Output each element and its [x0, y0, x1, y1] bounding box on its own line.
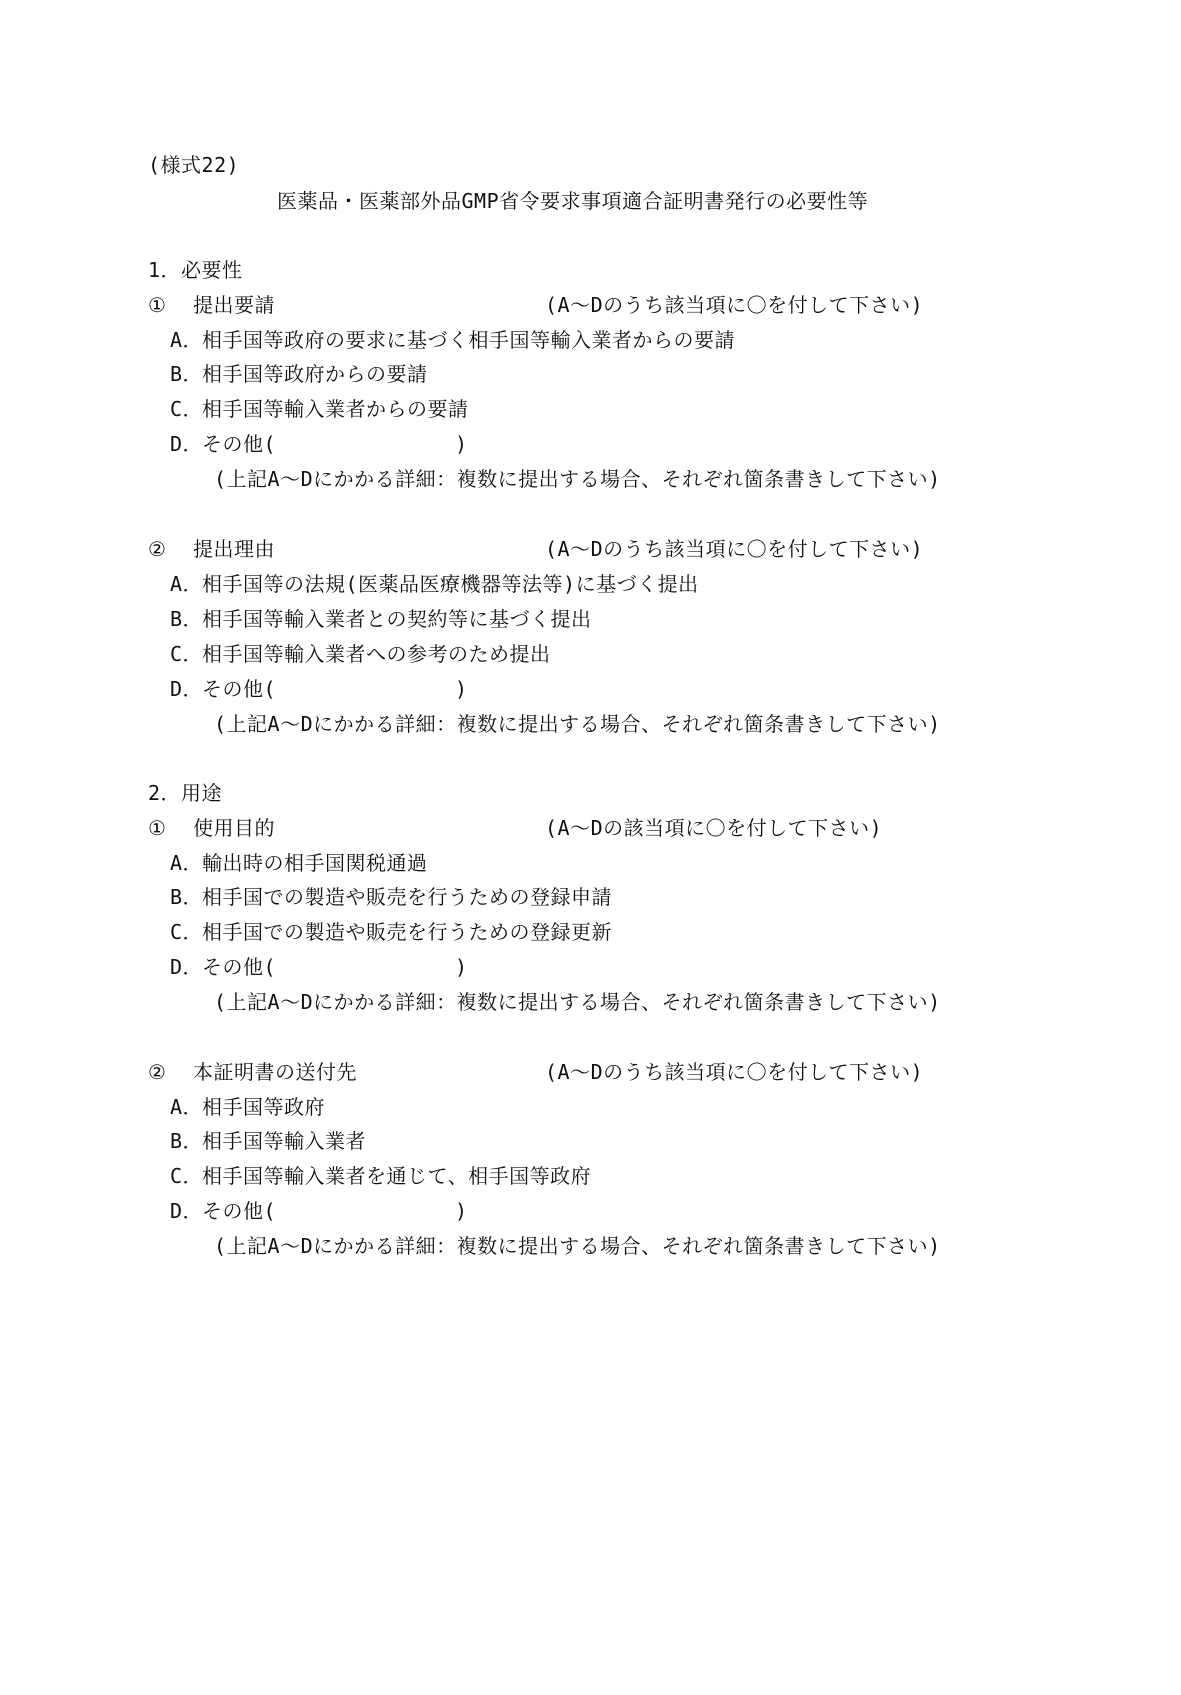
- option-text: 相手国での製造や販売を行うための登録更新: [202, 920, 612, 944]
- option-other-close: ): [455, 955, 468, 979]
- detail-note: (上記A～Dにかかる詳細：複数に提出する場合、それぞれ箇条書きして下さい): [214, 1234, 941, 1258]
- option-letter: C．: [170, 397, 204, 421]
- option-other-close: ): [455, 677, 468, 701]
- question-label-recipient: 本証明書の送付先: [193, 1060, 357, 1084]
- question-instruction: (A～Dのうち該当項に〇を付して下さい): [545, 1060, 924, 1084]
- option-letter: A．: [170, 328, 204, 352]
- option-text: 相手国等輸入業者: [202, 1129, 366, 1153]
- option-text: 相手国等輸入業者からの要請: [202, 397, 469, 421]
- section-heading-usage: 2．用途: [148, 781, 223, 805]
- option-text: 相手国等政府からの要請: [202, 362, 428, 386]
- detail-note: (上記A～Dにかかる詳細：複数に提出する場合、それぞれ箇条書きして下さい): [214, 712, 941, 736]
- document-title: 医薬品・医薬部外品GMP省令要求事項適合証明書発行の必要性等: [277, 189, 869, 213]
- option-letter: B．: [170, 607, 204, 631]
- option-letter: D．: [170, 1199, 204, 1223]
- option-text: 相手国等の法規(医薬品医療機器等法等)に基づく提出: [202, 572, 699, 596]
- question-number: ②: [148, 1060, 167, 1084]
- option-text: 輸出時の相手国関税通過: [202, 851, 428, 875]
- form-number: (様式22): [148, 153, 240, 177]
- option-other-open: その他(: [202, 1199, 277, 1223]
- option-text: 相手国等政府: [202, 1095, 325, 1119]
- option-letter: D．: [170, 677, 204, 701]
- option-letter: A．: [170, 1095, 204, 1119]
- option-other-open: その他(: [202, 432, 277, 456]
- option-letter: C．: [170, 642, 204, 666]
- option-text: 相手国での製造や販売を行うための登録申請: [202, 885, 612, 909]
- option-letter: C．: [170, 1164, 204, 1188]
- option-text: 相手国等輸入業者を通じて、相手国等政府: [202, 1164, 592, 1188]
- section-heading-necessity: 1．必要性: [148, 258, 243, 282]
- option-letter: A．: [170, 572, 204, 596]
- option-text: 相手国等輸入業者への参考のため提出: [202, 642, 551, 666]
- question-instruction: (A～Dのうち該当項に〇を付して下さい): [545, 537, 924, 561]
- option-other-open: その他(: [202, 955, 277, 979]
- option-letter: A．: [170, 851, 204, 875]
- option-letter: C．: [170, 920, 204, 944]
- question-label-purpose: 使用目的: [193, 816, 275, 840]
- option-other-close: ): [455, 432, 468, 456]
- question-label-request: 提出要請: [193, 293, 275, 317]
- option-other-close: ): [455, 1199, 468, 1223]
- detail-note: (上記A～Dにかかる詳細：複数に提出する場合、それぞれ箇条書きして下さい): [214, 467, 941, 491]
- detail-note: (上記A～Dにかかる詳細：複数に提出する場合、それぞれ箇条書きして下さい): [214, 990, 941, 1014]
- option-text: 相手国等政府の要求に基づく相手国等輸入業者からの要請: [202, 328, 735, 352]
- option-text: 相手国等輸入業者との契約等に基づく提出: [202, 607, 592, 631]
- question-number: ①: [148, 816, 167, 840]
- option-letter: D．: [170, 955, 204, 979]
- question-instruction: (A～Dの該当項に〇を付して下さい): [545, 816, 883, 840]
- option-other-open: その他(: [202, 677, 277, 701]
- option-letter: D．: [170, 432, 204, 456]
- option-letter: B．: [170, 885, 204, 909]
- option-letter: B．: [170, 362, 204, 386]
- question-instruction: (A～Dのうち該当項に〇を付して下さい): [545, 293, 924, 317]
- question-label-reason: 提出理由: [193, 537, 275, 561]
- question-number: ①: [148, 293, 167, 317]
- option-letter: B．: [170, 1129, 204, 1153]
- question-number: ②: [148, 537, 167, 561]
